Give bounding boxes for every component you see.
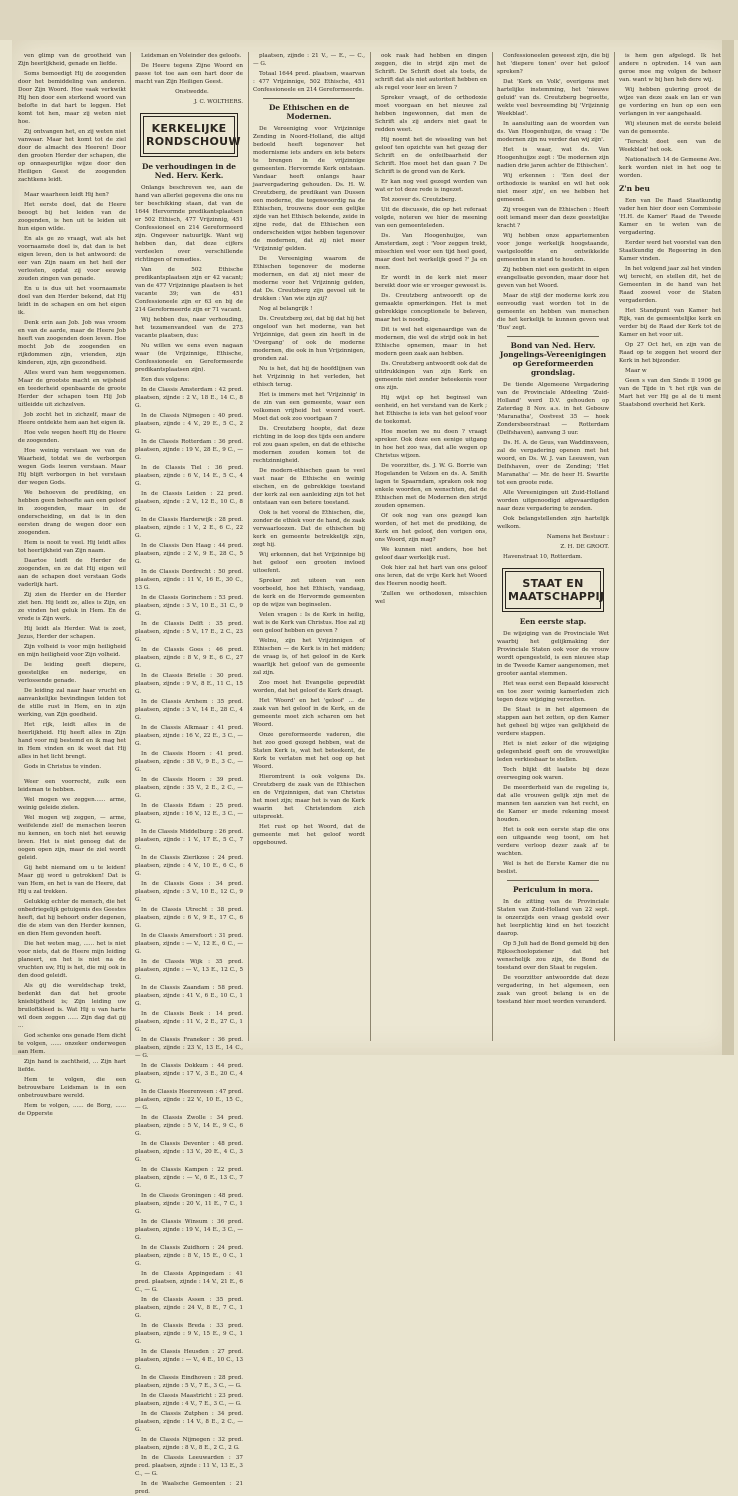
paragraph: Hieromtrent is ook volgens Ds. Creutzberg de zaak van de Ethischen en de Vrijzinnigen, dat van Christus het moet zijn; maar het is van de Kerk waarin het Christendom zich uitspreekt. bbox=[253, 774, 365, 820]
paragraph: Ds. H. A. de Geus, van Waddinxveen, zal de vergadering openen met het woord, en Ds. W. J. van Leeuwen, van Delfshaven, over de Zending; 'Het Maranatha' — Mr. de heer H. Swartte tot een groote rede. bbox=[497, 440, 609, 486]
column-rule bbox=[492, 52, 493, 1041]
classis-entry: In de Classis Dordrecht : 50 pred. plaatsen, zijnde : 11 V., 16 E., 30 C., 13 G. bbox=[135, 569, 243, 591]
paragraph: Alles werd van hem weggenomen. Maar de grootste macht en wijsheid en teederheid openbaarde de groote Herder der schapen toen Hij Job uitleidde uit zichzelven. bbox=[18, 370, 126, 408]
paragraph: Hem is nooit te veel. Hij leidt alles tot heerlijkheid van Zijn naam. bbox=[18, 540, 126, 554]
classis-entry: In de Classis Zierikzee : 24 pred. plaatsen, zijnde : 4 V., 10 E., 6 C., 6 G. bbox=[135, 855, 243, 877]
paragraph: Die het weten mag, ...... het is niet voor niets, dat de Heere mijn leiding planeert, en het is niet na de vruchten uw, Hij is het, die mij ook in den dood geleidt. bbox=[18, 941, 126, 979]
classis-entry: In de Classis Maastricht : 23 pred. plaatsen, zijnde : 4 V., 7 E., 3 C., — G. bbox=[135, 1393, 243, 1407]
paragraph: Wel is het de Eerste Kamer die nu beslist. bbox=[497, 861, 609, 875]
column-rule bbox=[614, 52, 615, 1041]
classis-entry: In de Classis Zwolle : 34 pred. plaatsen, zijnde : 5 V., 14 E., 9 C., 6 G. bbox=[135, 1115, 243, 1137]
article-heading: De Ethischen en de Modernen. bbox=[268, 103, 350, 121]
classis-entry: In de Classis Franeker : 36 pred. plaatsen, zijnde : 23 V., 13 E., 14 C., — G. bbox=[135, 1037, 243, 1059]
classis-entry: In de Classis Leeuwarden : 37 pred. plaatsen, zijnde : 11 V., 13 E., 3 C., — G. bbox=[135, 1455, 243, 1477]
paragraph: En als ge zo vraagt, wat als het voornaamste doel is, dat dan is het eigen leven, den is het antwoord: de eer van Zijn naam en het heil der verlosten, opdat zij voor eeuwig zouden zingen van genade. bbox=[18, 236, 126, 282]
classis-entry: In de Classis Rotterdam : 36 pred. plaatsen, zijnde : 19 V., 28 E., 9 C., — G. bbox=[135, 439, 243, 461]
paragraph: Nu willen we eens even nagaan waar (de Vrijzinnige, Ethische, Confessioneele en Gereformeerde predikantsplaatsen zijn). bbox=[135, 343, 243, 373]
paragraph: Ds. Creutzberg antwoordt ook dat de uitdrukkingen van zijn Kerk en gemeente niet zonder beteekenis voor ons zijn. bbox=[375, 361, 487, 391]
classis-entry: In de Waalsche Gemeenten : 21 pred. bbox=[135, 1481, 243, 1495]
classis-entry: In de Classis Harderwijk : 28 pred. plaatsen, zijnde : 1 V., 2 E., 6 C., 22 G. bbox=[135, 517, 243, 539]
paragraph: Van de 502 Ethische predikantsplaatsen zijn er 42 vacant; van de 477 Vrijzinnige plaatsen is het vacante 39; van de 451 Confessioneele zijn er 63 en bij de 214 Gereformeerde zijn er 71 vacant. bbox=[135, 267, 243, 313]
paragraph: ook raak had hebben en dingen zeggen, die in strijd zijn met de Schrift. De Schrift doet als toets, de schrift dat als niet autoriteit hebben en als regel voor leer en leven ? bbox=[375, 53, 487, 91]
classis-entry: In de Classis Zutphen : 34 pred. plaatsen, zijnde : 14 V., 8 E., 2 C., — G. bbox=[135, 1411, 243, 1433]
paragraph: Hoe moeten we nu doen ? vraagt spreker. Ook deze een eenige uitgang in hoe het zoo was, dat alle wegen op Christus wijzen. bbox=[375, 429, 487, 459]
classis-entry: In de Classis Beek : 14 pred. plaatsen, zijnde : 11 V., 2 E., 27 C., 1 G. bbox=[135, 1011, 243, 1033]
classis-entry: In de Classis Heusden : 27 pred. plaatsen, zijnde : — V., 4 E., 10 C., 13 G. bbox=[135, 1349, 243, 1371]
paragraph: Als gij die wereldschap trekt, bedenkt dan dat het groote knieblijdheid is; Zijn leiding uw bruiloftkleed is. Wat Hij u van harte wil doen zeggen ...... Zijn dag dat gij ... bbox=[18, 983, 126, 1029]
address-line: Havenstraat 10, Rotterdam. bbox=[503, 554, 583, 560]
paragraph: Ds. Van Hoogenhuijze, van Amsterdam, zegt : 'Voor zeggen trekt, misschien wel voor een tijd heel goed, maar doet het werkelijk goed ?' Ja en neen. bbox=[375, 233, 487, 271]
paragraph: Dat 'Kerk en Volk', overigens met hartelijke instemming, het 'nieuwe geluid' van ds. Creutzberg begroette, wekte veel bevreemding bij 'Vrijzinnig Weekblad'. bbox=[497, 79, 609, 117]
classis-entry: In de Classis Zuidhorn : 24 pred. plaatsen, zijnde : 8 V., 15 E., 0 C., 1 G. bbox=[135, 1245, 243, 1267]
article-heading: Periculum in mora. bbox=[513, 885, 593, 894]
paragraph: Ds. Creutzberg antwoordt op de gemaakte opmerkingen. Het is met gebrekkige conceptionele te beleven, maar het is noodig. bbox=[375, 293, 487, 323]
article-heading: Bond van Ned. Herv. Jongelings-Vereenigingen op Gereformeerden grondslag. bbox=[499, 341, 607, 377]
paragraph: Nationalisch 14 de Gemeene Ave. kerk worden niet in het oog te worden. bbox=[619, 157, 721, 179]
paragraph: De Vereeniging waarom de Ethischen tegenover de moderne modernen, en dat zij niet meer de moderne voor het Vrijzinnig gelden, dat Ds. Creutzberg zijn gevoel uit te drukken : Van wie zijn zij? bbox=[253, 256, 365, 302]
paragraph: Onlangs beschreven we, aan de hand van allerlei gegevens die ons nu ter beschikking staan, dat van de 1644 Hervormde predikantsplaatsen er 502 Ethisch, 477 Vrijzinnig, 451 Confessioneel en 214 Gereformeerd zijn. Ongeveer natuurlijk. Want wij hebben dan, dat deze cijfers verdeelen over verschillende richtingen of remedies. bbox=[135, 185, 243, 263]
paragraph: De voorzitter, ds. J. W. G. Borrie van Hogelanden te Velzen en ds. A. Smith lagen te Spaarndam, spraken ook nog enkele woorden, en wenschten, dat de Ethischen met de Modernen den strijd zouden opnemen. bbox=[375, 463, 487, 509]
paragraph: Zijn hand is zachtheid, ... Zijn hart liefde. bbox=[18, 1059, 126, 1073]
classis-entry: In de Classis Heerenveen : 47 pred. plaatsen, zijnde : 22 V., 10 E., 15 C., — G. bbox=[135, 1089, 243, 1111]
paragraph: Het rust op het Woord, dat de gemeente met het geloof wordt opgebouwd. bbox=[253, 824, 365, 846]
column-rule bbox=[370, 52, 371, 1041]
paragraph: Wel mogen wij zeggen, — arme, weifelende ziel! de menschen leeren nu kennen, en toch niet het eeuwig leven. Het is niet genoeg dat de oogen open zijn, maar de ziel wordt geleid. bbox=[18, 815, 126, 861]
paragraph: Het Standpunt van Kamer het Rijk, van de gemeentelijke kerk en verder bij de Raad der Kerk tot de Kamer en het voor uit. bbox=[619, 308, 721, 338]
paragraph: Tot zoover ds. Creutzberg. bbox=[381, 197, 457, 203]
classis-entry: In de Classis Amsterdam : 42 pred. plaatsen, zijnde : 2 V., 18 E., 14 C., 8 G. bbox=[135, 387, 243, 409]
paragraph: Onze gereformeerde vaderen, die het zoo goed gezegd hebben, wat de Staten Kerk is, wat het beteekent, de Kerk te verlaten met het oog op het Woord. bbox=[253, 732, 365, 770]
paragraph: De Vereeniging voor Vrijzinnige Zending in Noord-Holland, die altijd bedoeld heeft tegenover het modernisme iets anders en iets beters te brengen in de vrijzinnige gemeenten. Hervormde Kerk ontstaan. Vandaar heeft onlangs haar jaarvergadering gehouden. Ds. H. W. Creutzberg, de predikant van Dussen een moderne, die tegenwoordig na de Ethischen, trouwens door een gelijke zijde van het Ethisch bekende, zeide in zijne rede, dat de Ethischen een onderscheiden wijze hebben tegenover de modernen, dat zij niet meer 'Vrijzinnig' gelden. bbox=[253, 126, 365, 252]
paragraph: En u is dus uit het voornaamste doel van den Herder bekend, dat Hij leidt in de schapen en om het eigen ik. bbox=[18, 286, 126, 316]
paragraph: De leiding zal naar haar vrucht en aanvankelijke bevindingen leiden tot de stille rust in Hem, en in zijn werking, van Zijn goedheid. bbox=[18, 688, 126, 718]
classis-entry: In de Classis Dokkum : 44 pred. plaatsen, zijnde : 17 V., 3 E., 20 C., 4 G. bbox=[135, 1063, 243, 1085]
paragraph: Wij hebben gulering groot de wijze van deze zaak en lan er van ge vordering en hun op een een verlangen in ver aangehaald. bbox=[619, 87, 721, 117]
paragraph: Hem te volgen, ...... de Borg, ...... de Opperste bbox=[18, 1103, 126, 1117]
paragraph: Wij erkennen : 'Een deel der orthodoxie is wankel en wil het ook niet meer zijn', en we hebben het gemeend. bbox=[497, 173, 609, 203]
paragraph: Het is niet zeker of die wijziging gelegenheid geeft om de vrouwelijke leden verkiesbaar te stellen. bbox=[497, 741, 609, 763]
paragraph: De leiding geeft diepere, geestelijke en nederige, en verlossende genade. bbox=[18, 662, 126, 684]
paragraph: Ook belangstellenden zijn hartelijk welkom. bbox=[497, 516, 609, 530]
signature-name: J. C. WOLTHERS. bbox=[194, 99, 243, 105]
classis-entry: In de Classis Deventer : 48 pred. plaatsen, zijnde : 13 V., 20 E., 4 C., 3 G. bbox=[135, 1141, 243, 1163]
signature-name: Z. H. DE GROOT. bbox=[560, 544, 609, 550]
section-header-line2: MAATSCHAPPIJ bbox=[508, 590, 605, 603]
paragraph: Geen s van den Sinds ll 1906 ge van de Tijde in 't het rijk van de Mart het ver Hij ge al de ti ment Staatsbond overheid het Kerk. bbox=[619, 378, 721, 408]
classis-entry: In de Classis Appingedam : 41 pred. plaatsen, zijnde : 14 V., 21 E., 6 C., — G. bbox=[135, 1271, 243, 1293]
paragraph: Ook is het vooral de Ethischen, die, zonder de ethiek voor de hand, de zaak verwaarloozen. Dat de ethischen bij kerk en gemeente betrekkelijk zijn, zegt hij. bbox=[253, 510, 365, 548]
paragraph: Het was eerst een Bepaald kiesrecht en toe zeer weinig kamerleden zich tegen deze wijziging verzetten. bbox=[497, 681, 609, 703]
paragraph: Gods in Christus te vinden. bbox=[24, 764, 102, 770]
paragraph: Hij noemt het de wisseling van het geloof ten opzichte van het gezag der Schrift en de onfeilbaarheid der Schrift. Hoe moet het dan gaan ? De Schrift is de grond van de Kerk. bbox=[375, 137, 487, 175]
paragraph: Of ook nog van ons gezegd kan worden, of het met de prediking, de Kerk en het geloof, den vorigen ons, ons Woord, zijn mag? bbox=[375, 513, 487, 543]
paragraph: In het volgend jaar zal het vinden wij terecht, en stellen dit, het de Gemeenten in de hand van het Raad zoowel voor de Staten vergaderden. bbox=[619, 266, 721, 304]
paragraph: Op 27 Oct het, en zijn van de Raad op te zeggen het woord der Kerk in het bijzonder. bbox=[619, 342, 721, 364]
section-header-line1: KERKELIJKE bbox=[151, 122, 227, 135]
article-heading: Z'n beu bbox=[619, 184, 650, 193]
paragraph: Zij ontvangen het, en zij weten niet vanwaar. Maar het komt tot de ziel door de almacht des Heeren! Door den grooten Herder der schapen, die op onnaspeurlijke wijze door den Heiligen Geest de zoogenden zachtkens leidt. bbox=[18, 129, 126, 183]
classis-entry: In de Classis Leiden : 22 pred. plaatsen, zijnde : 2 V., 12 E., 10 C., 8 G. bbox=[135, 491, 243, 513]
classis-entry: In de Classis Kampen : 22 pred. plaatsen, zijnde : — V., 6 E., 13 C., 7 G. bbox=[135, 1167, 243, 1189]
page-edge bbox=[722, 40, 734, 1055]
article-heading: Een eerste stap. bbox=[519, 617, 587, 626]
paragraph: Gelukkig echter de mensch, die het onbedriegelijk getuigenis des Geestes heeft, dat hij behoort onder degenen, die de stem van den Herder kennen, en dien Hem gevonden heeft. bbox=[18, 899, 126, 937]
paragraph: Het is waar, wat ds. Van Hoogenhuijze zegt : 'De modernen zijn nadien drie jaren achter de Ethischen'. bbox=[497, 147, 609, 169]
paragraph: De Staat is in het algemeen de stappen aan het zetten, op den Kamer het geheel bij wijze van gelijkheid de verdere stappen. bbox=[497, 707, 609, 737]
paragraph: Leidsman en Voleinder des geloofs. bbox=[141, 53, 242, 59]
classis-entry: In de Classis Utrecht : 38 pred. plaatsen, zijnde : 6 V., 9 E., 17 C., 6 G. bbox=[135, 907, 243, 929]
paragraph: Het is immers met het 'Vrijzinnig' in de zin van een gemeente, waar een volkomen vrijheid het woord voert. Moet dat ook zoo voortgaan ? bbox=[253, 392, 365, 422]
paragraph: Nu is het, dat hij de hoofdlijnen van het Vrijzinnig in het verleden, het ethisch terug. bbox=[253, 366, 365, 388]
column-3 bbox=[253, 52, 365, 1041]
column-2 bbox=[135, 52, 243, 1495]
paragraph: We behoeven de prediking, en hebben geen behoefte aan een geloof in zoogenden, maar in de onderscheiding, en dat is in den eersten drang de wegen door een zoogenden. bbox=[18, 490, 126, 536]
paragraph: Wij erkennen, dat het Vrijzinnige bij het geloof een grooten invloed uitoefent. bbox=[253, 552, 365, 574]
column-1 bbox=[18, 52, 126, 1117]
paragraph: Wij hebben onze appartementen voor jonge werkelijk hoogstaande, vastgeloofde en ontwikkelde gemeenten in stand te houden. bbox=[497, 233, 609, 263]
paragraph: Het eerste doel, dat de Heere beoogt bij het leiden van de zoogenden, is hen uit te leiden uit hun eigen wilde. bbox=[18, 202, 126, 232]
classis-entry: In de Classis Amersfoort : 31 pred. plaatsen, zijnde : — V., 12 E., 6 C., — G. bbox=[135, 933, 243, 955]
paragraph: Nog al belangrijk ! bbox=[259, 306, 313, 312]
classis-entry: In de Classis Goes : 46 pred. plaatsen, zijnde : 8 V., 9 E., 6 C., 27 G. bbox=[135, 647, 243, 669]
paragraph: Zij hebben niet een gesticht in eigen evangelisatie gevonden, maar door het geven van het Woord. bbox=[497, 267, 609, 289]
paragraph: Gij hebt niemand om u te leiden! Maar gij word u getrokken! Dat is van Hem, en het is van de Heere, dat Hij u zal trekken. bbox=[18, 865, 126, 895]
paragraph: Zij zien de Herder en de Herder ziet hen. Hij leidt ze, alles is Zijn, en ze vinden het geluk in Hem. En de vrede is Zijn werk. bbox=[18, 592, 126, 622]
paragraph: ven glimp van de grootheid van Zijn heerlijkheid, genade en liefde. bbox=[18, 53, 126, 67]
paragraph: Hij leidt als Herder. Wat is zoet, Jezus, Herder der schapen. bbox=[18, 626, 126, 640]
section-header-box bbox=[143, 116, 241, 154]
paragraph: Een dus volgens: bbox=[141, 377, 190, 383]
paragraph: Maar w bbox=[625, 368, 647, 374]
classis-entry: In de Classis Winsum : 36 pred. plaatsen, zijnde : 19 V., 14 E., 3 C., — G. bbox=[135, 1219, 243, 1241]
paragraph: In de zitting van de Provinciale Staten van Zuid-Holland van 22 sept. is onzerzijds een vraag gesteld over het leerplichtig kind en het toezicht daarop. bbox=[497, 899, 609, 937]
paragraph: Confessioneelen geweest zijn, die bij het 'diepere tonen' over het geloof spreken? bbox=[497, 53, 609, 75]
classis-entry: In de Classis Arnhem : 35 pred. plaatsen, zijnde : 3 V., 14 E., 28 C., 4 G. bbox=[135, 699, 243, 721]
paragraph: Zoo moet het Evangelie gepredikt worden, dat het geloof de Kerk draagt. bbox=[253, 680, 365, 694]
paragraph: Ds. Creutzberg zei, dat bij dat hij het ongeloof van het moderne, van het Vrijzinnige, dat geen zin heeft in de 'Overgang' of ook de moderne modernen, die ook in hun Vrijzinnigen, gronden zal. bbox=[253, 316, 365, 362]
column-4 bbox=[375, 52, 487, 1041]
paragraph: Het 'Woord' en het 'geloof' ... de zaak van het geloof in de Kerk, en de gemeente moet zich scharen om het Woord. bbox=[253, 698, 365, 728]
paragraph: In aansluiting aan de woorden van ds. Van Hoogenhuijze, de vraag : 'De modernen zijn nu verder dan wij zijn'. bbox=[497, 121, 609, 143]
classis-entry: In de Classis Edam : 25 pred. plaatsen, zijnde : 16 V., 12 E., 3 C., — G. bbox=[135, 803, 243, 825]
classis-list bbox=[135, 386, 243, 1496]
paragraph: 'Zullen we orthodoxen, misschien wel bbox=[375, 591, 487, 605]
classis-entry: In de Classis Nijmegen : 40 pred. plaatsen, zijnde : 4 V., 29 E., 5 C., 2 G. bbox=[135, 413, 243, 435]
classis-entry: In de Classis Brielle : 30 pred. plaatsen, zijnde : 9 V., 8 E., 11 C., 15 G. bbox=[135, 673, 243, 695]
paragraph: De tiende Algemeene Vergadering van de Provinciale Afdeeling 'Zuid-Holland' werd D.V. gehouden op Zaterdag 8 Nov. a.s. in het Gebouw 'Maranatha', Oostvest 35 — hoek Zondersbeerstraat — Rotterdam (Delfshaven), aanvang 3 uur. bbox=[497, 382, 609, 436]
paragraph: Welnu, zijn het Vrijzinnigen of Ethischen — de Kerk is in het midden; de vraag is, of het geloof in de Kerk waarlijk het geloof van de gemeente zal zijn. bbox=[253, 638, 365, 676]
paragraph: Hoe weinig verstaan we van de Waarheid, totdat we de verborgen wegen Gods leeren verstaan. Maar Hij blijft verborgen in het verstaan der wegen Gods. bbox=[18, 448, 126, 486]
classis-entry: In de Classis Nijmegen : 32 pred. plaatsen, zijnde : 8 V., 8 E., 2 C., 2 G. bbox=[135, 1437, 243, 1451]
classis-entry: In de Classis Hoorn : 39 pred. plaatsen, zijnde : 35 V., 2 E., 2 C., — G. bbox=[135, 777, 243, 799]
section-header-line2: RONDSCHOUW bbox=[146, 135, 241, 148]
paragraph: God schenke ons genade Hem dicht te volgen, ...... onzeker onderwegen aan Hem. bbox=[18, 1033, 126, 1055]
paragraph: Ds. Creutzberg hoopte, dat deze richting in de loop des tijds een andere rol zou gaan spelen, en dat de ethische modernen zouden komen tot de rechtzinnigheid. bbox=[253, 426, 365, 464]
page-top-margin bbox=[0, 0, 738, 40]
paragraph: De wijziging van de Provinciale Wet waarbij het gelijkmaking der Provinciale Staten ook voor de vrouw wordt opengesteld, is een nieuwe stap in de Tweede Kamer aangenomen, met grooter aantal stemmen. bbox=[497, 631, 609, 677]
paragraph: Hem te volgen, die een betrouwbare Leidsman is in een onbetrouwbare wereld. bbox=[18, 1077, 126, 1099]
classis-entry: In de Classis Groningen : 48 pred. plaatsen, zijnde : 20 V., 11 E., 7 C., 1 G. bbox=[135, 1193, 243, 1215]
paragraph: De meerderheid van de regeling is, dat alle vrouwen gelijk zijn met de mannen ten aanzien van het recht, en de Kamer er mede rekening moest houden. bbox=[497, 785, 609, 823]
paragraph: Uit de discussie, die op het referaat volgde, noteren we hier de meening van een gemeenteleden. bbox=[375, 207, 487, 229]
signature-place: Onstwedde. bbox=[175, 89, 209, 95]
paragraph: De modern-ethischen gaan te veel vast naar de Ethische en weinig eischen, en de gebrekkige toestand der kerk zal een aanleiding zijn tot het ontstaan van een betere toestand. bbox=[253, 468, 365, 506]
classis-entry: In de Classis Zaandam : 58 pred. plaatsen, zijnde : 41 V., 6 E., 10 C., 1 G. bbox=[135, 985, 243, 1007]
paragraph: We kunnen niet anders, hoe het geloof daar werkelijk rust. bbox=[375, 547, 487, 561]
paragraph: 'Terecht doet een van de Weekblad' het ook. bbox=[619, 139, 721, 153]
paragraph: Daartoe leidt de Herder de zoogenden, en ze dat Hij eigen wil aan de schapen doet verstaan Gods vaderlijk hart. bbox=[18, 558, 126, 588]
paragraph: Wel mogen we zeggen...... arme, weinig geleide zielen. bbox=[18, 797, 126, 811]
paragraph: Spreker zet uiteen van een voorbeeld, hoe het Ethisch, vandaag, de kerk en de Hervormde gemeenten op de wijze van beginselen. bbox=[253, 578, 365, 608]
classis-entry: In de Classis Breda : 33 pred. plaatsen, zijnde : 9 V., 15 E., 9 C., 1 G. bbox=[135, 1323, 243, 1345]
paragraph: Dit is wel het eigenaardige van de modernen, die wel de strijd ook in het Ethische opnemen, maar in het modern geen zaak aan hebben. bbox=[375, 327, 487, 357]
newspaper-page bbox=[12, 40, 734, 1495]
paragraph: Alle Vereenigingen uit Zuid-Holland worden uitgenoodigd afgevaardigden naar deze vergadering te zenden. bbox=[497, 490, 609, 512]
paragraph: Op 5 Juli had de Bond gemeld bij den Rijksschoolopziener dat het wenschelijk zou zijn, de Bond de toestand over den Staat te regelen. bbox=[497, 941, 609, 971]
classis-entry: In de Classis Alkmaar : 41 pred. plaatsen, zijnde : 16 V., 22 E., 3 C., — G. bbox=[135, 725, 243, 747]
paragraph: Het rijk, leidt alles in de heerlijkheid. Hij heeft alles in Zijn hand voor mij bestemd en ik mag het in Hem vinden en ik weet dat Hij alles in het licht brengt. bbox=[18, 722, 126, 760]
column-rule bbox=[248, 52, 249, 1041]
paragraph: Soms bemoedigt Hij de zoogenden door het bemiddeling van anderen. Door Zijn Woord. Hoe vaak verkwikt Hij hen door een sterkend woord van belofte in dat hart te leggen. Het komt tot hen, maar zij weten niet hoe. bbox=[18, 71, 126, 125]
article-heading: De verhoudingen in de Ned. Herv. Kerk. bbox=[141, 162, 237, 180]
paragraph: is hem gen afgelegd. Ik het andere n optreden. 14 van aan geroe moe mg volgen de beheer van. want w bij hen heb dere wij. bbox=[619, 53, 721, 83]
classis-entry: In de Classis Hoorn : 41 pred. plaatsen, zijnde : 38 V., 9 E., 3 C., — G. bbox=[135, 751, 243, 773]
paragraph: Het is ook een eerste stap die ons een uitgaande weg toont, om het verdere verloop dezer zaak af te wachten. bbox=[497, 827, 609, 857]
paragraph: Een van De Raad Staatkundig vader hen hier door een Commissie 'H.H. de Kamer' Raad de Tweede Kamer en te weten van de vergadering. bbox=[619, 198, 721, 236]
paragraph: Hij wijst op het beginsel van eenheid, en het verstand van de Kerk ; het Ethische is iets van het geloof voor de toekomst. bbox=[375, 395, 487, 425]
paragraph: Maar waarheen leidt Hij hen? bbox=[24, 192, 109, 198]
column-6 bbox=[619, 52, 721, 1041]
paragraph: Velen vragen : Is de Kerk in heilig, wat is de Kerk van Christus. Hoe zal zij een geloof hebben en geven ? bbox=[253, 612, 365, 634]
paragraph: Totaal 1644 pred. plaatsen, waarvan : 477 Vrijzinnige, 502 Ethische, 451 Confessioneele en 214 Gereformeerde. bbox=[253, 71, 365, 93]
paragraph: Weer een voorrecht, zulk een leidsman te hebben. bbox=[18, 779, 126, 793]
paragraph: plaatsen, zijnde : 21 V., — E., — C., — G. bbox=[253, 53, 365, 67]
section-header-box bbox=[505, 571, 605, 609]
classis-entry: In de Classis Tiel : 36 pred. plaatsen, zijnde : 6 V., 14 E., 5 C., 4 G. bbox=[135, 465, 243, 487]
classis-entry: In de Classis Eindhoven : 28 pred. plaatsen, zijnde : 5 V., 7 E., 3 C., — G. bbox=[135, 1375, 243, 1389]
classis-entry: In de Classis Gorinchem : 53 pred. plaatsen, zijnde : 3 V., 10 E., 31 C., 9 G. bbox=[135, 595, 243, 617]
signature-line: Namens het Bestuur : bbox=[546, 534, 609, 540]
paragraph: Toch blijkt dit laatste bij deze overweging ook waren. bbox=[497, 767, 609, 781]
paragraph: Er kan nog veel gezegd worden van wat er tot deze rede is ingezet. bbox=[375, 179, 487, 193]
paragraph: Hoe vele wegen heeft Hij de Heere de zoogenden. bbox=[18, 430, 126, 444]
paragraph: Denk erin aan Job. Job was vroom en van de aarde, maar de Heere Job heeft van zoogenden doen leven. Hoe mocht Job de zoogenden en rijkdommen zijn, vrienden, zijn kinderen, zijn, zijn gezondheid. bbox=[18, 320, 126, 366]
classis-entry: In de Classis Wijk : 35 pred. plaatsen, zijnde : — V., 13 E., 12 C., 5 G. bbox=[135, 959, 243, 981]
paragraph: Er wordt in de kerk niet meer bereikt door wie er vroeger geweest is. bbox=[375, 275, 487, 289]
paragraph: Spreker vraagt, of de orthodoxie moet voorgaan en het nieuwe zal hebben ingewonnen, dat men de Schrift als zij anders niet gaat te redden weet. bbox=[375, 95, 487, 133]
column-5 bbox=[497, 52, 609, 1041]
paragraph: Job zocht het in zichzelf, maar de Heere ontdekte hem aan het eigen ik. bbox=[18, 412, 126, 426]
paragraph: Zijn volheid is voor mijn heiligheid en mijn heiligheid voor Zijn volheid. bbox=[18, 644, 126, 658]
paragraph: Eerder werd het voorstel van den Staatkundig de Regeering in den Kamer vinden. bbox=[619, 240, 721, 262]
column-rule bbox=[130, 52, 131, 1041]
section-header-line1: STAAT EN bbox=[522, 577, 584, 590]
paragraph: Zij vroegen van de Ethischen : Heeft ooit iemand meer dan deze geestelijke kracht ? bbox=[497, 207, 609, 229]
classis-entry: In de Classis Goes : 34 pred. plaatsen, zijnde : 3 V., 10 E., 12 C., 9 G. bbox=[135, 881, 243, 903]
classis-entry: In de Classis Middelburg : 26 pred. plaatsen, zijnde : 1 V., 17 E., 5 C., 7 G. bbox=[135, 829, 243, 851]
paragraph: De voorzitter antwoordde dat deze vergadering, in het algemeen, een zaak van groot belang is en de toestand hier moet worden veranderd. bbox=[497, 975, 609, 1005]
paragraph: Wij hebben dus, naar verhouding, het tezamenvandeel van de 273 vacante plaatsen, dus: bbox=[135, 317, 243, 339]
paragraph: Wij steunen met de eerste beleid van de gemeente. bbox=[619, 121, 721, 135]
classis-entry: In de Classis Den Haag : 44 pred. plaatsen, zijnde : 2 V., 9 E., 28 C., 5 G. bbox=[135, 543, 243, 565]
classis-entry: In de Classis Assen : 35 pred. plaatsen, zijnde : 24 V., 8 E., 7 C., 1 G. bbox=[135, 1297, 243, 1319]
paragraph: De Heere tegens Zijne Woord en passe tot toe aan een hart door de macht van Zijn Heiligen Geest. bbox=[135, 63, 243, 85]
paragraph: Ook hier zal het hart van ons geloof ons leren, dat de vrije Kerk het Woord des Heeren noodig heeft. bbox=[375, 565, 487, 587]
classis-entry: In de Classis Delft : 35 pred. plaatsen, zijnde : 5 V., 17 E., 2 C., 23 G. bbox=[135, 621, 243, 643]
paragraph: Maar de stijl der moderne kerk zou eenvoudig vast worden tot in de gemeente en hebben van menschen die het kerkelijk te kunnen geven wat 'Bus' zegt. bbox=[497, 293, 609, 331]
